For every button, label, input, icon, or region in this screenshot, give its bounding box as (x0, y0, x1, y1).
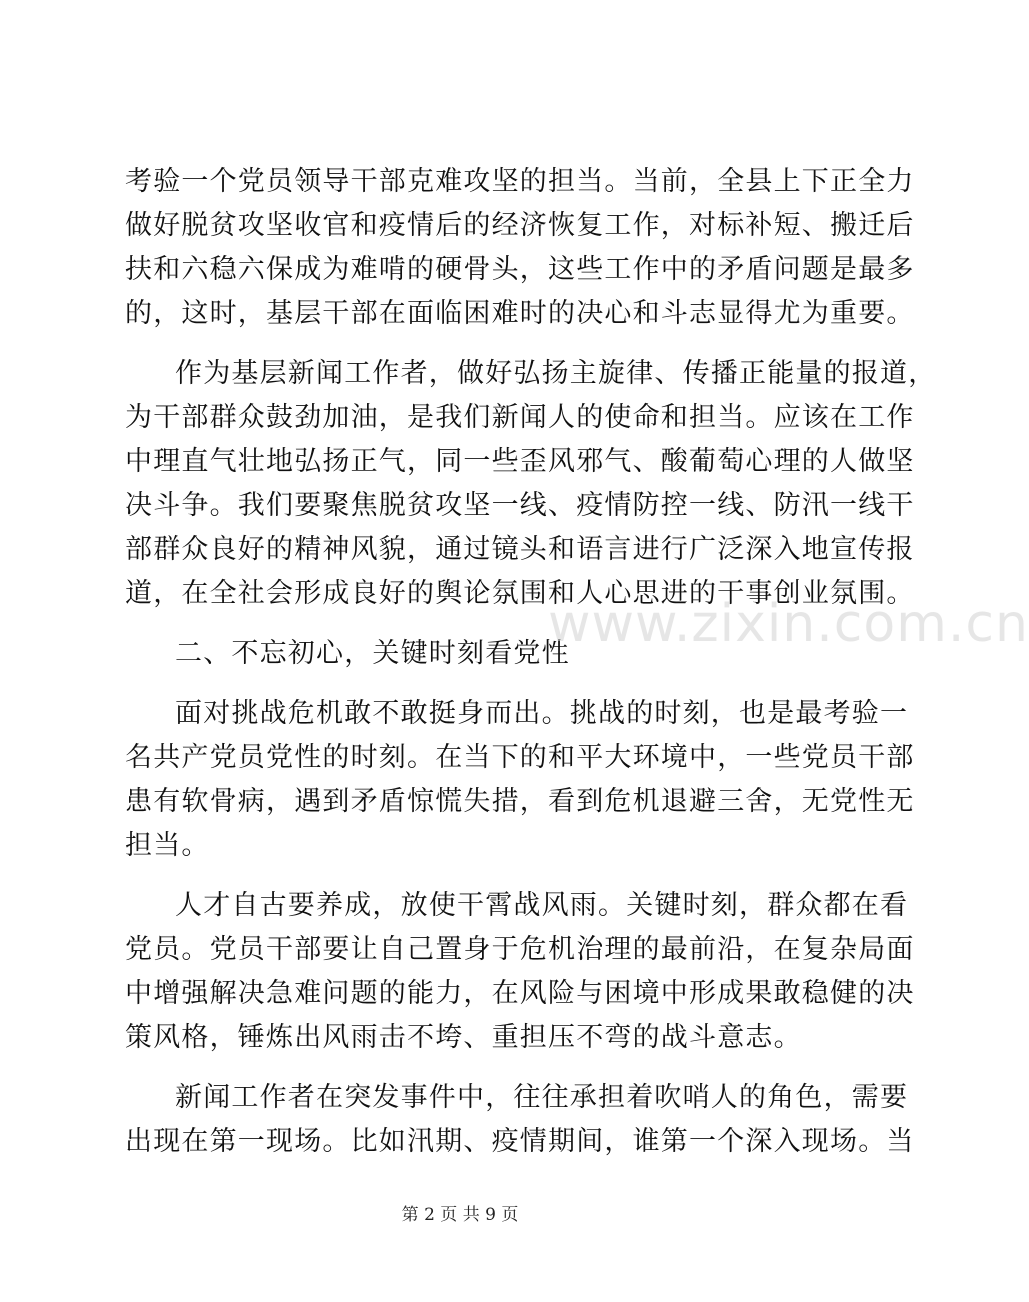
paragraph-line: 担当。 (125, 830, 210, 861)
paragraph-line: 决斗争。我们要聚焦脱贫攻坚一线、疫情防控一线、防汛一线干 (125, 490, 915, 521)
paragraph-line: 作为基层新闻工作者，做好弘扬主旋律、传播正能量的报道， (175, 358, 937, 389)
paragraph-line: 人才自古要养成，放使干霄战风雨。关键时刻，群众都在看 (175, 890, 909, 921)
paragraph-line: 中理直气壮地弘扬正气，同一些歪风邪气、酸葡萄心理的人做坚 (125, 446, 915, 477)
paragraph-line: 策风格，锤炼出风雨击不垮、重担压不弯的战斗意志。 (125, 1022, 802, 1053)
watermark: www.zixin.com.cn (548, 594, 1029, 654)
paragraph-line: 为干部群众鼓劲加油，是我们新闻人的使命和担当。应该在工作 (125, 402, 915, 433)
paragraph-line: 扶和六稳六保成为难啃的硬骨头，这些工作中的矛盾问题是最多 (125, 254, 915, 285)
paragraph-line: 考验一个党员领导干部克难攻坚的担当。当前，全县上下正全力 (125, 166, 915, 197)
paragraph-line: 出现在第一现场。比如汛期、疫情期间，谁第一个深入现场。当 (125, 1126, 915, 1157)
paragraph-line: 党员。党员干部要让自己置身于危机治理的最前沿，在复杂局面 (125, 934, 915, 965)
paragraph-line: 面对挑战危机敢不敢挺身而出。挑战的时刻，也是最考验一 (175, 698, 909, 729)
page-number-footer: 第 2 页 共 9 页 (401, 1205, 519, 1225)
paragraph-line: 名共产党员党性的时刻。在当下的和平大环境中，一些党员干部 (125, 742, 915, 773)
paragraph-line: 做好脱贫攻坚收官和疫情后的经济恢复工作，对标补短、搬迁后 (125, 210, 915, 241)
paragraph-line: 患有软骨病，遇到矛盾惊慌失措，看到危机退避三舍，无党性无 (125, 786, 915, 817)
paragraph-line: 的，这时，基层干部在面临困难时的决心和斗志显得尤为重要。 (125, 298, 915, 329)
paragraph-line: 新闻工作者在突发事件中，往往承担着吹哨人的角色，需要 (175, 1082, 909, 1113)
paragraph-line: 部群众良好的精神风貌，通过镜头和语言进行广泛深入地宣传报 (125, 534, 915, 565)
section-heading: 二、不忘初心，关键时刻看党性 (175, 638, 570, 669)
paragraph-line: 中增强解决急难问题的能力，在风险与困境中形成果敢稳健的决 (125, 978, 915, 1009)
paragraph-line: 道，在全社会形成良好的舆论氛围和人心思进的干事创业氛围。 (125, 578, 915, 609)
